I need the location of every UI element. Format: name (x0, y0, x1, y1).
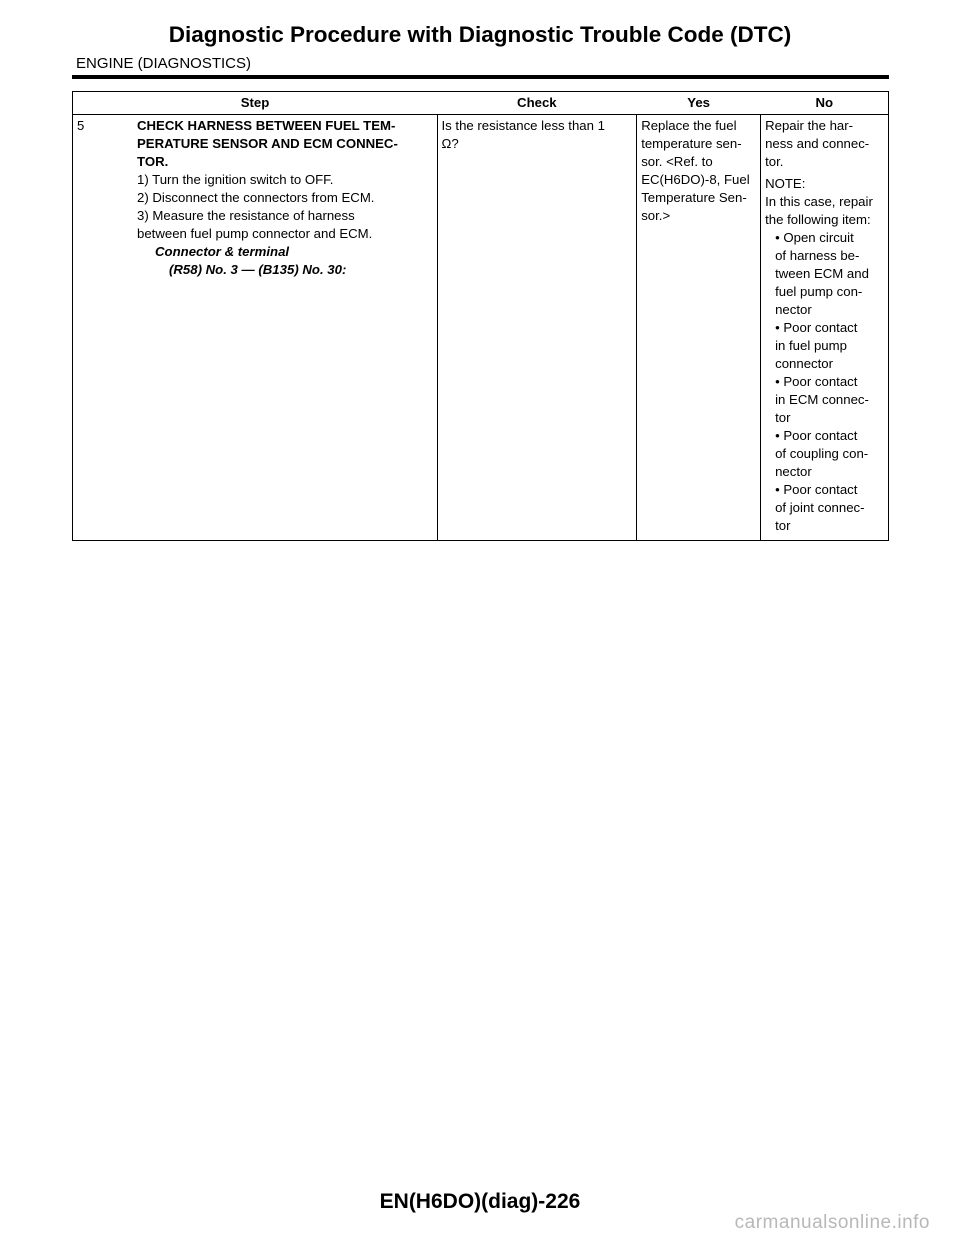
note-item (765, 319, 884, 373)
note-item (765, 481, 884, 535)
yes-line: sor.> (641, 208, 671, 223)
yes-line: EC(H6DO)-8, Fuel (641, 172, 750, 187)
check-line: Is the resistance less than 1 (441, 118, 605, 133)
instruction-line: 2) Disconnect the connectors from ECM. (137, 190, 375, 205)
column-header-no: No (761, 92, 889, 115)
no-cell (761, 115, 889, 541)
instruction-line: between fuel pump connector and ECM. (137, 226, 373, 241)
note-item-line: • Poor contact (775, 320, 858, 335)
instruction-line: 1) Turn the ignition switch to OFF. (137, 172, 334, 187)
step-title-line: PERATURE SENSOR AND ECM CONNEC- (137, 136, 398, 151)
note-item-line: • Poor contact (775, 428, 858, 443)
step-cell (73, 115, 438, 541)
no-line: Repair the har- (765, 118, 854, 133)
column-header-step: Step (73, 92, 438, 115)
note-label: NOTE: (765, 176, 806, 191)
page-footer-id: EN(H6DO)(diag)-226 (379, 1190, 581, 1213)
step-number: 5 (77, 118, 85, 133)
table-row (73, 115, 889, 541)
section-label: ENGINE (DIAGNOSTICS) (76, 55, 252, 72)
step-title-line: TOR. (137, 154, 169, 169)
note-item (765, 373, 884, 427)
check-cell (437, 115, 637, 541)
no-line: tor. (765, 154, 784, 169)
note-item-line: • Poor contact (775, 482, 858, 497)
step-instructions (77, 171, 433, 279)
step-title-line: CHECK HARNESS BETWEEN FUEL TEM- (137, 118, 396, 133)
column-header-yes: Yes (637, 92, 761, 115)
instruction-line: 3) Measure the resistance of harness (137, 208, 355, 223)
note-item-line: • Poor contact (775, 374, 858, 389)
page-title: Diagnostic Procedure with Diagnostic Trouble Code (DTC) (168, 22, 792, 47)
note-item-line: tor (775, 410, 791, 425)
note-intro-line: In this case, repair (765, 194, 873, 209)
no-line: ness and connec- (765, 136, 870, 151)
note-item (765, 229, 884, 319)
column-header-check: Check (437, 92, 637, 115)
note-item-line: in ECM connec- (775, 392, 869, 407)
note-item (765, 427, 884, 481)
note-item-line: in fuel pump (775, 338, 847, 353)
connector-value: (R58) No. 3 — (B135) No. 30: (169, 262, 347, 277)
note-item-line: tor (775, 518, 791, 533)
procedure-table (72, 91, 889, 541)
yes-line: Temperature Sen- (641, 190, 747, 205)
step-title (137, 117, 398, 171)
note-intro-line: the following item: (765, 212, 871, 227)
check-line: Ω? (441, 136, 459, 151)
yes-line: Replace the fuel (641, 118, 737, 133)
note-item-line: of joint connec- (775, 500, 865, 515)
note-item-line: fuel pump con- (775, 284, 863, 299)
note-item-line: • Open circuit (775, 230, 854, 245)
note-item-line: nector (775, 464, 812, 479)
note-item-line: of harness be- (775, 248, 860, 263)
watermark: carmanualsonline.info (734, 1212, 930, 1233)
yes-cell (637, 115, 761, 541)
note-item-line: tween ECM and (775, 266, 869, 281)
yes-line: sor. <Ref. to (641, 154, 713, 169)
connector-label: Connector & terminal (155, 244, 290, 259)
yes-line: temperature sen- (641, 136, 742, 151)
note-item-line: connector (775, 356, 834, 371)
note-item-line: nector (775, 302, 812, 317)
note-item-line: of coupling con- (775, 446, 869, 461)
table-header-row (73, 92, 889, 115)
header-rule (72, 75, 889, 79)
